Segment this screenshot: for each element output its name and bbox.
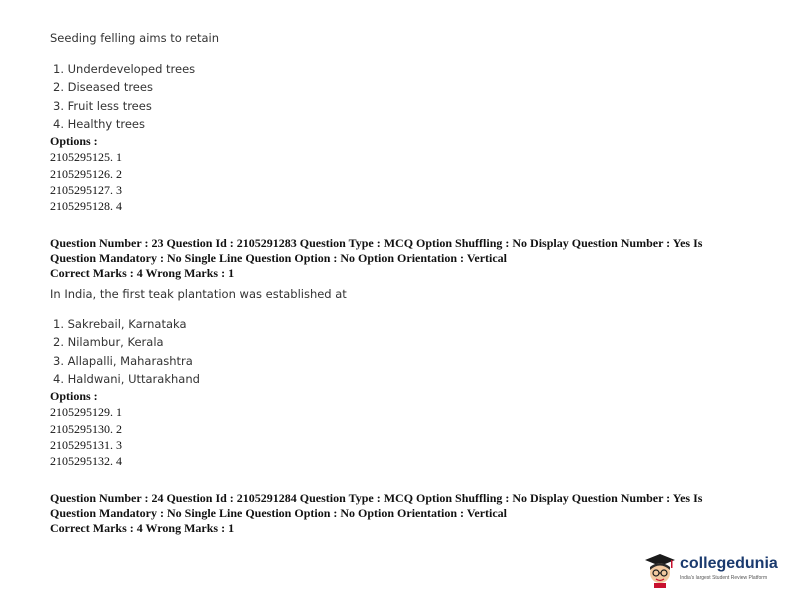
- question-22-choices: [53, 60, 195, 133]
- choice-item: 4. Haldwani, Uttarakhand: [53, 371, 200, 386]
- question-24-meta: [50, 491, 750, 535]
- question-23-choices: [53, 315, 200, 388]
- meta-line: Question Mandatory : No Single Line Question Option : No Option Orientation : Vertical: [50, 250, 508, 265]
- question-23-meta: [50, 236, 750, 280]
- question-23-options: [50, 388, 122, 469]
- question-22-options: [50, 133, 122, 214]
- choice-item: 2. Nilambur, Kerala: [53, 335, 164, 350]
- option-id: 2105295132. 4: [50, 454, 122, 469]
- options-label: Options :: [50, 134, 98, 148]
- option-id: 2105295130. 2: [50, 421, 122, 436]
- meta-line: Correct Marks : 4 Wrong Marks : 1: [50, 520, 235, 535]
- choice-item: 4. Healthy trees: [53, 116, 145, 131]
- collegedunia-watermark: [644, 552, 784, 588]
- option-id: 2105295129. 1: [50, 405, 122, 420]
- option-id: 2105295125. 1: [50, 150, 122, 165]
- meta-line: Question Number : 23 Question Id : 2105291283 Question Type : MCQ Option Shuffling : No Display Question Number : Yes Is: [50, 236, 703, 250]
- choice-item: 1. Underdeveloped trees: [53, 62, 196, 76]
- option-id: 2105295127. 3: [50, 182, 122, 197]
- graduate-mascot-icon: [644, 552, 676, 588]
- options-label: Options :: [50, 389, 98, 403]
- question-22-text: Seeding felling aims to retain: [50, 31, 220, 45]
- choice-item: 2. Diseased trees: [53, 80, 153, 95]
- option-id: 2105295131. 3: [50, 437, 122, 452]
- brand-name: collegedunia: [680, 555, 778, 572]
- choice-item: 1. Sakrebail, Karnataka: [53, 317, 187, 331]
- choice-item: 3. Fruit less trees: [53, 98, 152, 113]
- question-23-text: In India, the first teak plantation was established at: [50, 287, 347, 301]
- meta-line: Correct Marks : 4 Wrong Marks : 1: [50, 265, 235, 280]
- option-id: 2105295126. 2: [50, 166, 122, 181]
- option-id: 2105295128. 4: [50, 199, 122, 214]
- meta-line: Question Number : 24 Question Id : 2105291284 Question Type : MCQ Option Shuffling : No Display Question Number : Yes Is: [50, 491, 703, 505]
- brand-tagline: India's largest Student Review Platform: [680, 575, 768, 581]
- meta-line: Question Mandatory : No Single Line Question Option : No Option Orientation : Vertical: [50, 505, 508, 520]
- choice-item: 3. Allapalli, Maharashtra: [53, 353, 193, 368]
